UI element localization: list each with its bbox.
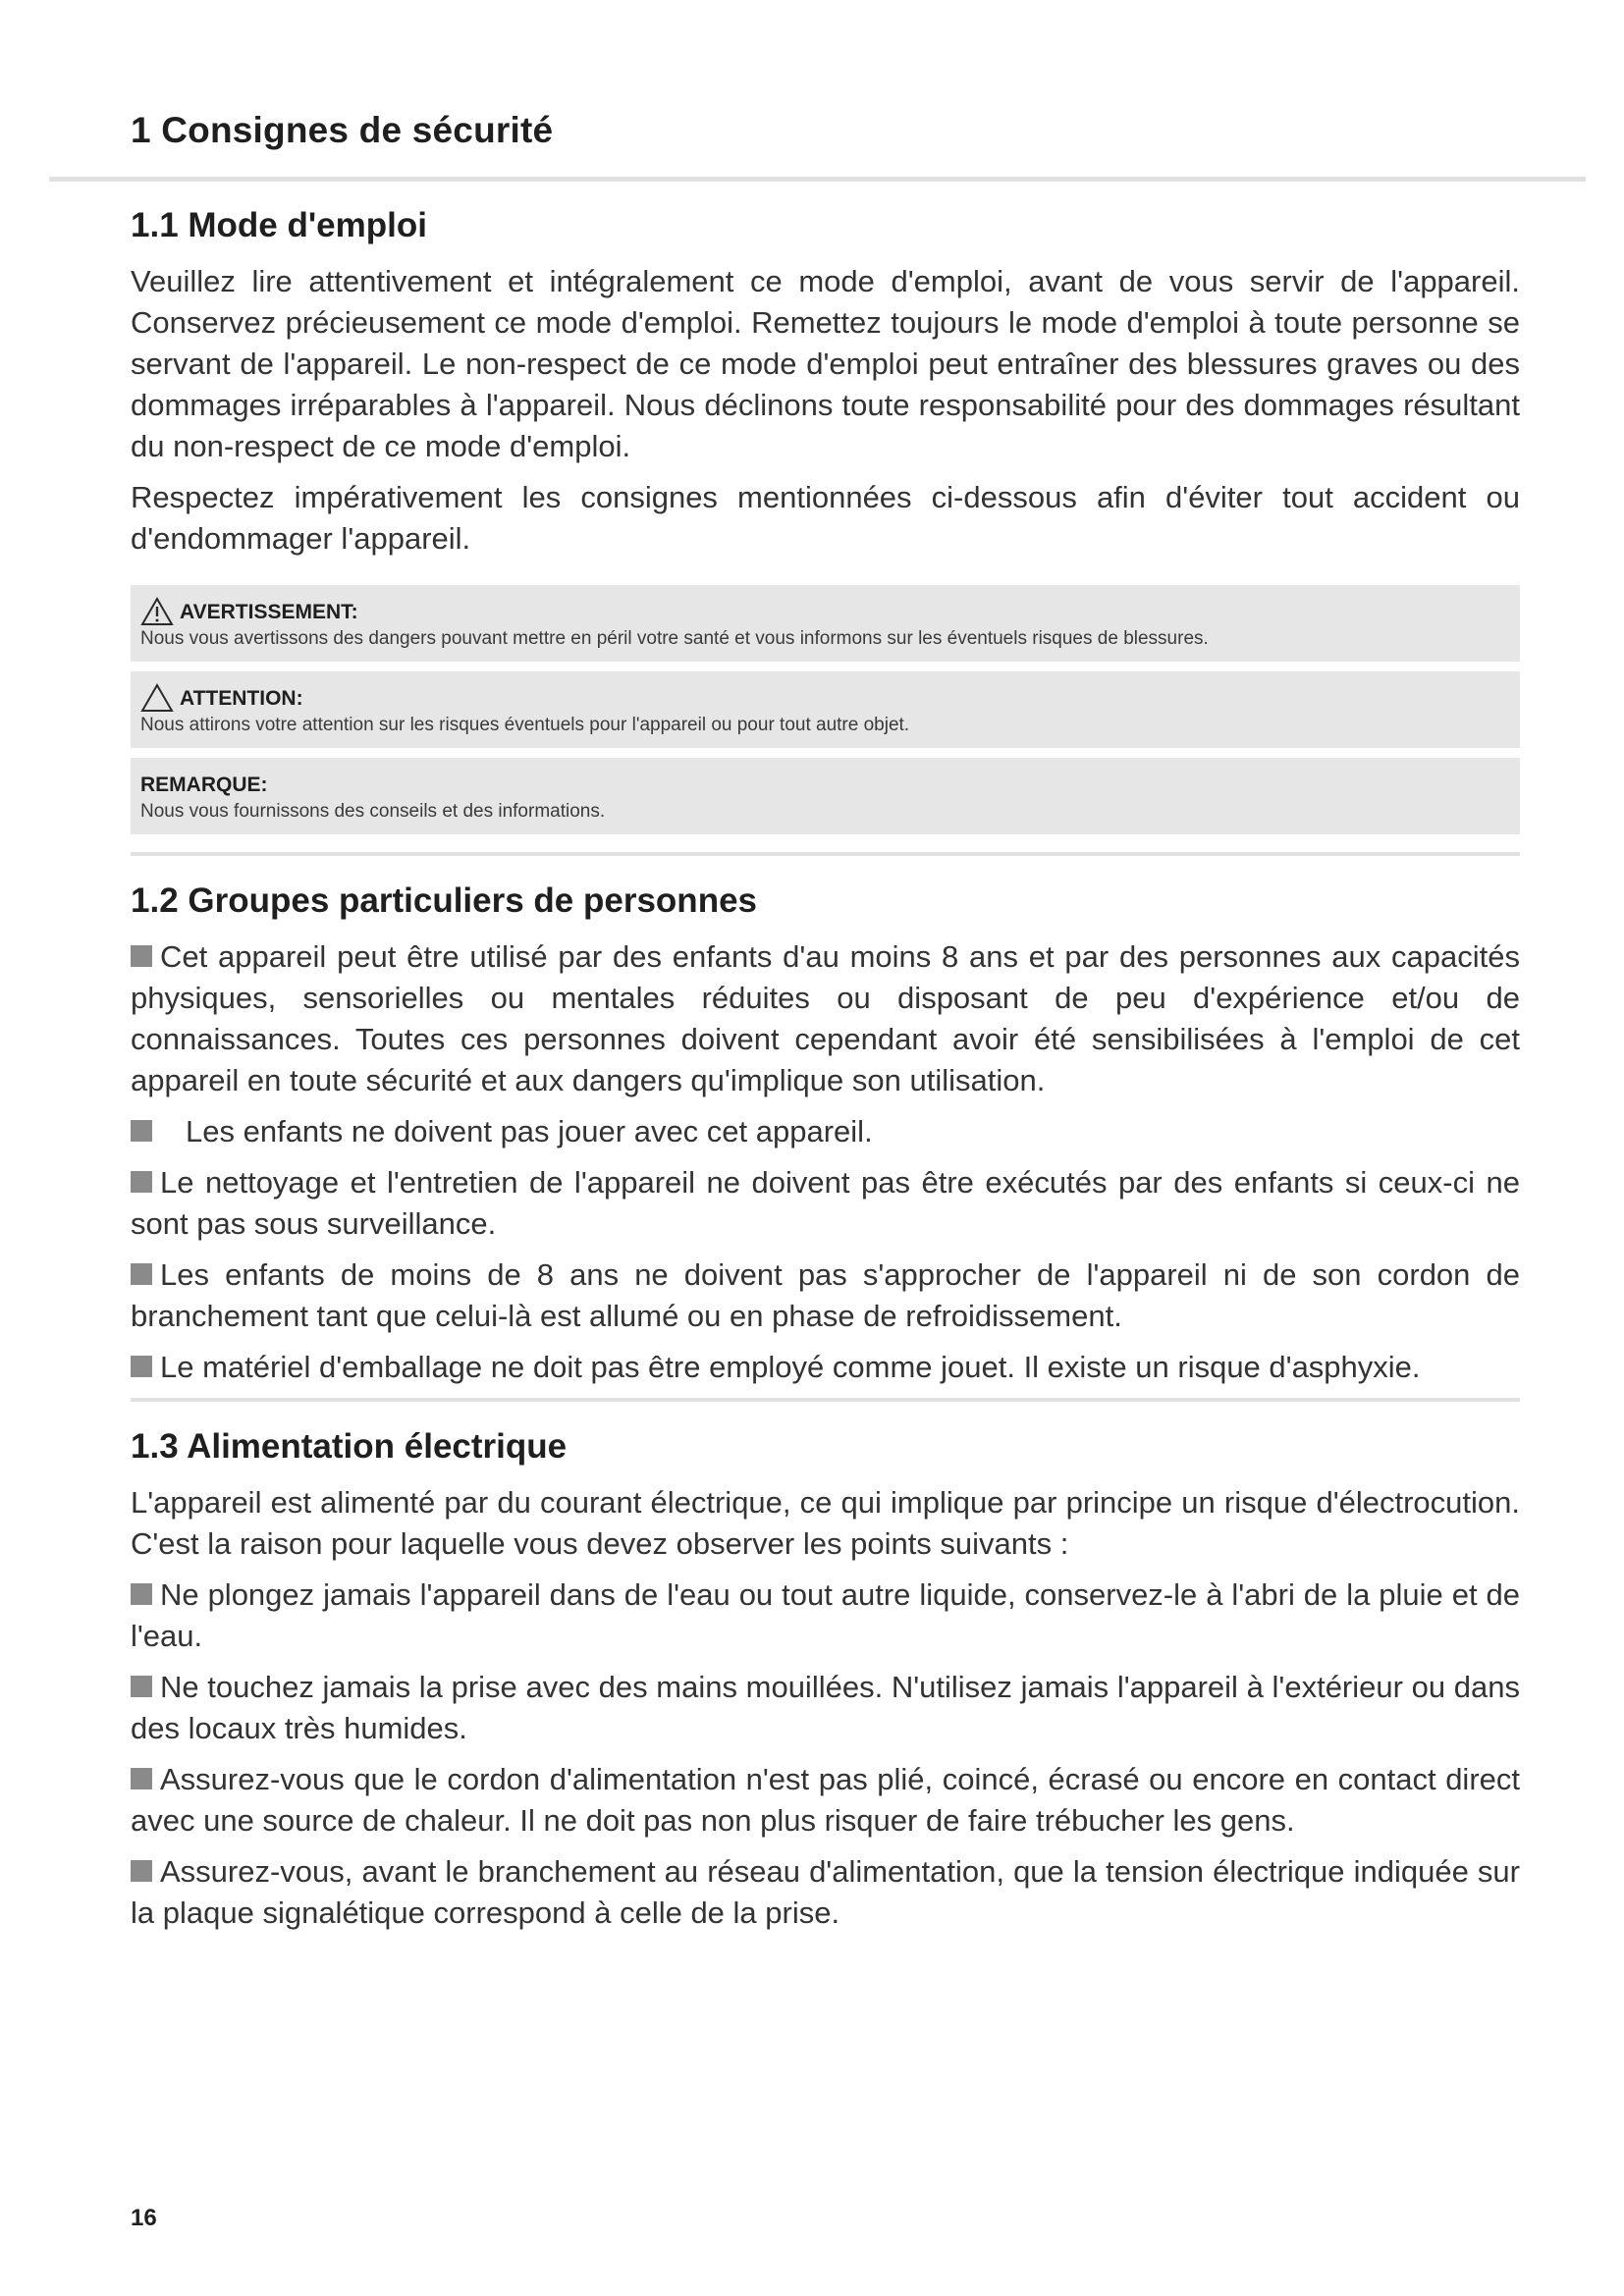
paragraph: Veuillez lire attentivement et intégralement ce mode d'emploi, avant de vous servir de l'appareil. Conservez précieusement ce mode d'emploi. Remettez toujours le mode d'emploi à toute personne se servant de l'appareil. Le non-respect de ce mode d'emploi peut entraîner des blessures graves ou des dommages irréparables à l'appareil. Nous déclinons toute responsabilité pour des dommages résultant du non-respect de ce mode d'emploi. <box>131 264 1520 463</box>
section-groupes-personnes <box>131 880 1520 1388</box>
bullet-square-icon <box>131 1356 152 1377</box>
list-item: Cet appareil peut être utilisé par des enfants d'au moins 8 ans et par des personnes aux capacités physiques, sensorielles ou mentales réduites ou disposant de peu d'expérience et/ou de connaissances. Toutes ces personnes doivent cependant avoir été sensibilisées à l'emploi de cet appareil en toute sécurité et aux dangers qu'implique son utilisation. <box>131 939 1520 1097</box>
section-divider <box>131 1398 1520 1402</box>
bullet-square-icon <box>131 1676 152 1697</box>
bullet-square-icon <box>131 1860 152 1882</box>
section-divider <box>131 852 1520 856</box>
list-item: Le nettoyage et l'entretien de l'appareil ne doivent pas être exécutés par des enfants si ceux-ci ne sont pas sous surveillance. <box>131 1165 1520 1241</box>
notice-title: REMARQUE: <box>140 774 268 796</box>
notice-title: ATTENTION: <box>180 687 303 710</box>
list-item: Ne plongez jamais l'appareil dans de l'eau ou tout autre liquide, conservez-le à l'abri de la pluie et de l'eau. <box>131 1577 1520 1653</box>
notice-warning <box>131 585 1520 662</box>
section-title: 1.1 Mode d'emploi <box>131 206 427 244</box>
notice-attention <box>131 671 1520 748</box>
bullet-square-icon <box>131 1768 152 1789</box>
bullet-square-icon <box>131 945 152 967</box>
list-item: Ne touchez jamais la prise avec des mains mouillées. N'utilisez jamais l'appareil à l'extérieur ou dans des locaux très humides. <box>131 1670 1520 1745</box>
notice-text: Nous attirons votre attention sur les risques éventuels pour l'appareil ou pour tout autre objet. <box>140 715 910 735</box>
notice-text: Nous vous avertissons des dangers pouvant mettre en péril votre santé et vous informons sur les éventuels risques de blessures. <box>140 628 1209 649</box>
list-item: Les enfants de moins de 8 ans ne doivent pas s'approcher de l'appareil ni de son cordon de branchement tant que celui-là est allumé ou en phase de refroidissement. <box>131 1257 1520 1333</box>
bullet-square-icon <box>131 1171 152 1193</box>
list-item: Assurez-vous que le cordon d'alimentation n'est pas plié, coincé, écrasé ou encore en contact direct avec une source de chaleur. Il ne doit pas non plus risquer de faire trébucher les gens. <box>131 1762 1520 1838</box>
page-number: 16 <box>131 2205 157 2231</box>
bullet-square-icon <box>131 1263 152 1285</box>
bullet-square-icon <box>131 1583 152 1605</box>
paragraph: L'appareil est alimenté par du courant électrique, ce qui implique par principe un risque d'électrocution. C'est la raison pour laquelle vous devez observer les points suivants : <box>131 1485 1520 1561</box>
section-title: 1.2 Groupes particuliers de personnes <box>131 881 757 920</box>
notice-text: Nous vous fournissons des conseils et des informations. <box>140 801 606 822</box>
list-item: Le matériel d'emballage ne doit pas être employé comme jouet. Il existe un risque d'asphyxie. <box>131 1347 1520 1388</box>
list-item: Assurez-vous, avant le branchement au réseau d'alimentation, que la tension électrique indiquée sur la plaque signalétique correspond à celle de la prise. <box>131 1854 1520 1930</box>
notice-remarque <box>131 758 1520 834</box>
section-alimentation-electrique <box>131 1425 1520 1934</box>
warning-triangle-icon <box>140 597 174 626</box>
list-item: Les enfants ne doivent pas jouer avec cet appareil. <box>131 1111 1520 1152</box>
warning-triangle-icon <box>140 683 174 713</box>
page-content <box>131 204 1520 1944</box>
section-mode-emploi <box>131 204 1520 834</box>
paragraph: Respectez impérativement les consignes mentionnées ci-dessous afin d'éviter tout accident ou d'endommager l'appareil. <box>131 480 1520 556</box>
bullet-square-icon <box>131 1120 152 1142</box>
chapter-title: 1 Consignes de sécurité <box>131 110 554 150</box>
notice-title: AVERTISSEMENT: <box>180 601 358 623</box>
chapter-divider <box>49 177 1586 182</box>
section-title: 1.3 Alimentation électrique <box>131 1427 568 1466</box>
